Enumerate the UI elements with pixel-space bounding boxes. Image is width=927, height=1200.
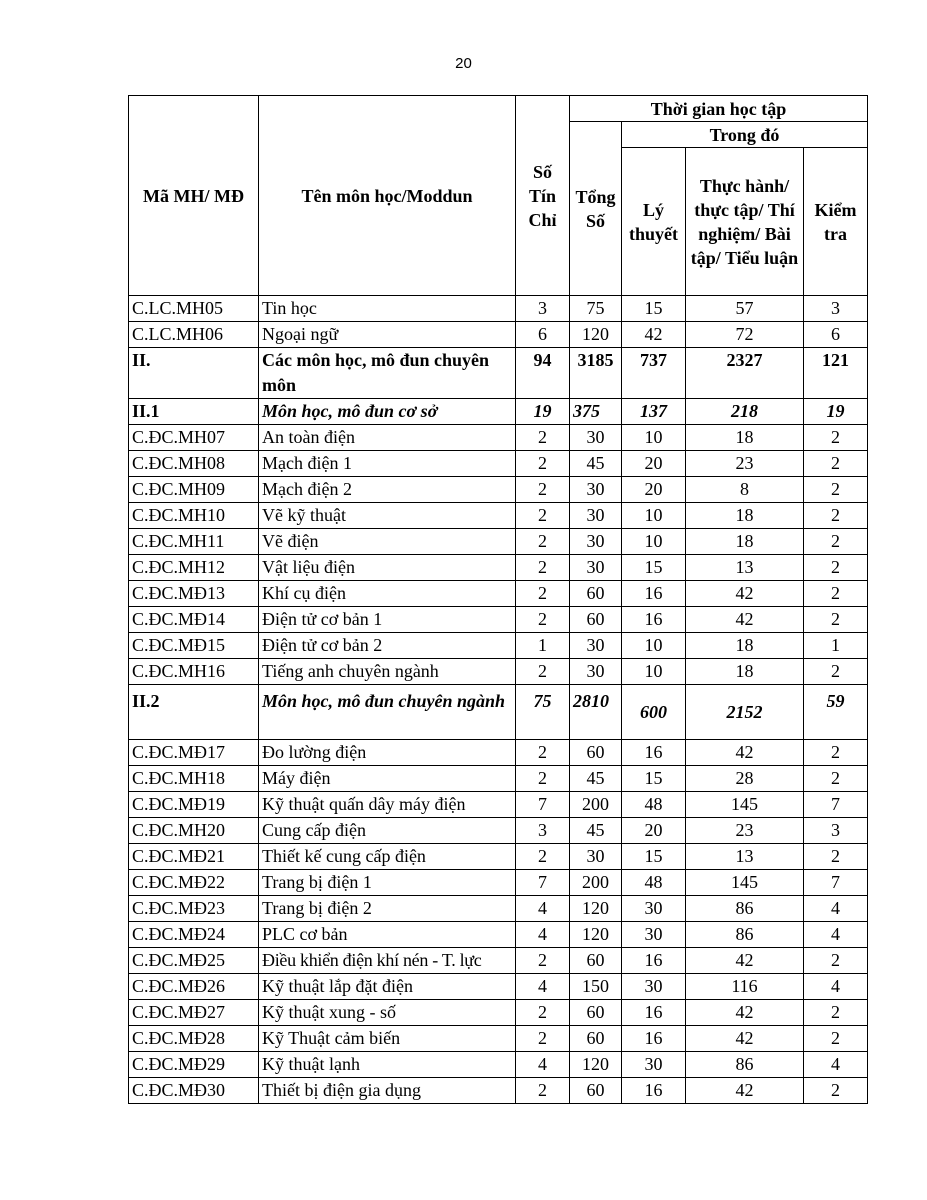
cell-exam: 2 <box>804 766 868 792</box>
cell-total: 60 <box>570 607 622 633</box>
cell-credits: 19 <box>516 399 570 425</box>
cell-code: C.ĐC.MĐ21 <box>129 844 259 870</box>
cell-theory: 16 <box>622 740 686 766</box>
cell-theory: 15 <box>622 296 686 322</box>
table-row <box>129 740 868 766</box>
table-row <box>129 529 868 555</box>
table-row <box>129 766 868 792</box>
table-row <box>129 792 868 818</box>
cell-code: II.1 <box>129 399 259 425</box>
cell-practice: 18 <box>686 633 804 659</box>
cell-total: 200 <box>570 792 622 818</box>
table-row <box>129 503 868 529</box>
cell-name: Thiết kế cung cấp điện <box>259 844 516 870</box>
table-row <box>129 844 868 870</box>
header-of-which: Trong đó <box>622 122 868 148</box>
cell-code: C.ĐC.MĐ24 <box>129 922 259 948</box>
cell-name: Kỹ thuật lắp đặt điện <box>259 974 516 1000</box>
cell-total: 45 <box>570 818 622 844</box>
cell-exam: 2 <box>804 451 868 477</box>
cell-total: 2810 <box>570 685 622 740</box>
cell-total: 30 <box>570 659 622 685</box>
curriculum-table <box>128 95 868 1104</box>
cell-total: 3185 <box>570 348 622 399</box>
cell-exam: 2 <box>804 740 868 766</box>
cell-theory: 10 <box>622 503 686 529</box>
cell-total: 200 <box>570 870 622 896</box>
cell-code: C.ĐC.MĐ22 <box>129 870 259 896</box>
cell-total: 120 <box>570 922 622 948</box>
cell-name: Vẽ kỹ thuật <box>259 503 516 529</box>
cell-credits: 7 <box>516 870 570 896</box>
cell-practice: 57 <box>686 296 804 322</box>
cell-practice: 13 <box>686 844 804 870</box>
cell-theory: 16 <box>622 1078 686 1104</box>
cell-exam: 7 <box>804 870 868 896</box>
section-row <box>129 348 868 399</box>
cell-total: 45 <box>570 766 622 792</box>
cell-practice: 42 <box>686 1000 804 1026</box>
table-row <box>129 425 868 451</box>
cell-total: 30 <box>570 425 622 451</box>
cell-code: C.LC.MH05 <box>129 296 259 322</box>
cell-total: 375 <box>570 399 622 425</box>
cell-theory: 10 <box>622 633 686 659</box>
cell-practice: 18 <box>686 503 804 529</box>
cell-exam: 2 <box>804 1026 868 1052</box>
cell-practice: 86 <box>686 896 804 922</box>
cell-theory: 20 <box>622 477 686 503</box>
table-row <box>129 974 868 1000</box>
cell-total: 60 <box>570 1026 622 1052</box>
cell-credits: 4 <box>516 896 570 922</box>
cell-practice: 23 <box>686 818 804 844</box>
cell-code: C.ĐC.MĐ17 <box>129 740 259 766</box>
header-theory: Lý thuyết <box>622 148 686 296</box>
cell-practice: 42 <box>686 607 804 633</box>
cell-practice: 2152 <box>686 685 804 740</box>
cell-credits: 2 <box>516 659 570 685</box>
cell-name: Tin học <box>259 296 516 322</box>
cell-name: Kỹ thuật lạnh <box>259 1052 516 1078</box>
cell-practice: 18 <box>686 529 804 555</box>
table-row <box>129 922 868 948</box>
cell-theory: 16 <box>622 581 686 607</box>
cell-code: C.ĐC.MH10 <box>129 503 259 529</box>
cell-exam: 2 <box>804 1000 868 1026</box>
cell-practice: 13 <box>686 555 804 581</box>
cell-theory: 42 <box>622 322 686 348</box>
cell-practice: 42 <box>686 1026 804 1052</box>
cell-exam: 2 <box>804 529 868 555</box>
subsection-row <box>129 399 868 425</box>
cell-credits: 2 <box>516 477 570 503</box>
cell-theory: 16 <box>622 948 686 974</box>
cell-name: Khí cụ điện <box>259 581 516 607</box>
cell-credits: 2 <box>516 581 570 607</box>
cell-credits: 4 <box>516 974 570 1000</box>
table-row <box>129 322 868 348</box>
cell-credits: 2 <box>516 555 570 581</box>
cell-name: Vẽ điện <box>259 529 516 555</box>
cell-credits: 2 <box>516 451 570 477</box>
cell-name: Môn học, mô đun chuyên ngành <box>259 685 516 740</box>
table-row <box>129 1026 868 1052</box>
cell-total: 60 <box>570 948 622 974</box>
cell-code: C.ĐC.MH09 <box>129 477 259 503</box>
cell-credits: 3 <box>516 818 570 844</box>
cell-exam: 3 <box>804 296 868 322</box>
cell-theory: 30 <box>622 922 686 948</box>
cell-theory: 48 <box>622 792 686 818</box>
cell-name: An toàn điện <box>259 425 516 451</box>
cell-exam: 1 <box>804 633 868 659</box>
cell-name: Vật liệu điện <box>259 555 516 581</box>
cell-practice: 145 <box>686 870 804 896</box>
cell-practice: 18 <box>686 659 804 685</box>
cell-name: Tiếng anh chuyên ngành <box>259 659 516 685</box>
cell-exam: 3 <box>804 818 868 844</box>
cell-exam: 2 <box>804 425 868 451</box>
cell-exam: 7 <box>804 792 868 818</box>
cell-exam: 4 <box>804 1052 868 1078</box>
cell-theory: 15 <box>622 766 686 792</box>
cell-code: C.ĐC.MĐ25 <box>129 948 259 974</box>
cell-code: C.ĐC.MH18 <box>129 766 259 792</box>
cell-credits: 2 <box>516 607 570 633</box>
table-row <box>129 948 868 974</box>
cell-total: 120 <box>570 1052 622 1078</box>
table-row <box>129 633 868 659</box>
cell-code: C.ĐC.MH11 <box>129 529 259 555</box>
cell-total: 120 <box>570 896 622 922</box>
table-row <box>129 1052 868 1078</box>
cell-name: PLC cơ bản <box>259 922 516 948</box>
cell-credits: 2 <box>516 948 570 974</box>
header-exam: Kiểm tra <box>804 148 868 296</box>
cell-exam: 19 <box>804 399 868 425</box>
table-row <box>129 870 868 896</box>
cell-theory: 30 <box>622 1052 686 1078</box>
table-row <box>129 451 868 477</box>
table-row <box>129 818 868 844</box>
cell-practice: 86 <box>686 1052 804 1078</box>
cell-credits: 2 <box>516 1026 570 1052</box>
page-number: 20 <box>455 55 472 72</box>
cell-total: 45 <box>570 451 622 477</box>
cell-credits: 94 <box>516 348 570 399</box>
cell-exam: 2 <box>804 948 868 974</box>
header-time-group: Thời gian học tập <box>570 96 868 122</box>
cell-name: Trang bị điện 2 <box>259 896 516 922</box>
cell-exam: 2 <box>804 1078 868 1104</box>
cell-credits: 2 <box>516 503 570 529</box>
cell-practice: 145 <box>686 792 804 818</box>
table-row <box>129 555 868 581</box>
cell-code: II.2 <box>129 685 259 740</box>
cell-name: Đo lường điện <box>259 740 516 766</box>
cell-total: 30 <box>570 529 622 555</box>
table-header <box>129 96 868 296</box>
header-code: Mã MH/ MĐ <box>129 96 259 296</box>
cell-name: Điện tử cơ bản 1 <box>259 607 516 633</box>
cell-code: C.ĐC.MH16 <box>129 659 259 685</box>
cell-theory: 20 <box>622 451 686 477</box>
cell-code: C.ĐC.MĐ15 <box>129 633 259 659</box>
cell-exam: 4 <box>804 896 868 922</box>
cell-exam: 2 <box>804 555 868 581</box>
cell-practice: 42 <box>686 581 804 607</box>
cell-theory: 600 <box>622 685 686 740</box>
cell-credits: 6 <box>516 322 570 348</box>
cell-total: 60 <box>570 740 622 766</box>
cell-exam: 121 <box>804 348 868 399</box>
table-row <box>129 581 868 607</box>
table-row <box>129 607 868 633</box>
cell-theory: 16 <box>622 607 686 633</box>
table-row <box>129 296 868 322</box>
cell-name: Kỹ Thuật cảm biến <box>259 1026 516 1052</box>
cell-code: C.ĐC.MĐ26 <box>129 974 259 1000</box>
table-row <box>129 477 868 503</box>
table-row <box>129 896 868 922</box>
cell-code: C.ĐC.MĐ28 <box>129 1026 259 1052</box>
table-row <box>129 1078 868 1104</box>
cell-code: C.ĐC.MH08 <box>129 451 259 477</box>
cell-total: 120 <box>570 322 622 348</box>
cell-name: Cung cấp điện <box>259 818 516 844</box>
cell-code: II. <box>129 348 259 399</box>
cell-theory: 737 <box>622 348 686 399</box>
cell-exam: 2 <box>804 581 868 607</box>
cell-code: C.LC.MH06 <box>129 322 259 348</box>
cell-practice: 218 <box>686 399 804 425</box>
cell-practice: 23 <box>686 451 804 477</box>
cell-theory: 15 <box>622 844 686 870</box>
cell-name: Kỹ thuật quấn dây máy điện <box>259 792 516 818</box>
cell-theory: 30 <box>622 896 686 922</box>
cell-practice: 28 <box>686 766 804 792</box>
cell-total: 30 <box>570 633 622 659</box>
cell-exam: 2 <box>804 607 868 633</box>
cell-practice: 42 <box>686 1078 804 1104</box>
cell-credits: 7 <box>516 792 570 818</box>
cell-practice: 116 <box>686 974 804 1000</box>
header-practice: Thực hành/ thực tập/ Thí nghiệm/ Bài tập/ Tiểu luận <box>686 148 804 296</box>
cell-exam: 2 <box>804 477 868 503</box>
cell-credits: 4 <box>516 922 570 948</box>
cell-credits: 4 <box>516 1052 570 1078</box>
cell-total: 30 <box>570 844 622 870</box>
cell-theory: 137 <box>622 399 686 425</box>
cell-exam: 59 <box>804 685 868 740</box>
cell-name: Mạch điện 1 <box>259 451 516 477</box>
cell-credits: 2 <box>516 529 570 555</box>
cell-exam: 2 <box>804 659 868 685</box>
table-body <box>129 296 868 1104</box>
cell-name: Ngoại ngữ <box>259 322 516 348</box>
cell-name: Môn học, mô đun cơ sở <box>259 399 516 425</box>
cell-name: Máy điện <box>259 766 516 792</box>
cell-total: 60 <box>570 1078 622 1104</box>
cell-exam: 6 <box>804 322 868 348</box>
cell-code: C.ĐC.MĐ23 <box>129 896 259 922</box>
table-row <box>129 1000 868 1026</box>
cell-name: Các môn học, mô đun chuyên môn <box>259 348 516 399</box>
cell-exam: 2 <box>804 844 868 870</box>
cell-name: Kỹ thuật xung - số <box>259 1000 516 1026</box>
cell-credits: 2 <box>516 766 570 792</box>
cell-code: C.ĐC.MĐ30 <box>129 1078 259 1104</box>
cell-name: Điện tử cơ bản 2 <box>259 633 516 659</box>
cell-practice: 2327 <box>686 348 804 399</box>
cell-code: C.ĐC.MĐ29 <box>129 1052 259 1078</box>
cell-practice: 42 <box>686 740 804 766</box>
cell-credits: 2 <box>516 1078 570 1104</box>
cell-credits: 75 <box>516 685 570 740</box>
cell-credits: 3 <box>516 296 570 322</box>
cell-credits: 2 <box>516 1000 570 1026</box>
cell-credits: 1 <box>516 633 570 659</box>
cell-credits: 2 <box>516 740 570 766</box>
table-row <box>129 659 868 685</box>
cell-theory: 30 <box>622 974 686 1000</box>
subsection-row <box>129 685 868 740</box>
cell-practice: 18 <box>686 425 804 451</box>
cell-theory: 16 <box>622 1026 686 1052</box>
header-name: Tên môn học/Moddun <box>259 96 516 296</box>
cell-credits: 2 <box>516 844 570 870</box>
cell-practice: 86 <box>686 922 804 948</box>
cell-practice: 72 <box>686 322 804 348</box>
cell-code: C.ĐC.MH07 <box>129 425 259 451</box>
cell-total: 30 <box>570 503 622 529</box>
cell-code: C.ĐC.MĐ19 <box>129 792 259 818</box>
cell-theory: 16 <box>622 1000 686 1026</box>
cell-code: C.ĐC.MĐ13 <box>129 581 259 607</box>
cell-code: C.ĐC.MH20 <box>129 818 259 844</box>
cell-name: Mạch điện 2 <box>259 477 516 503</box>
header-total: Tổng Số <box>570 122 622 296</box>
cell-practice: 8 <box>686 477 804 503</box>
cell-code: C.ĐC.MH12 <box>129 555 259 581</box>
cell-total: 60 <box>570 1000 622 1026</box>
cell-theory: 48 <box>622 870 686 896</box>
cell-exam: 2 <box>804 503 868 529</box>
cell-name: Thiết bị điện gia dụng <box>259 1078 516 1104</box>
cell-name: Điều khiển điện khí nén - T. lực <box>259 948 516 974</box>
cell-practice: 42 <box>686 948 804 974</box>
cell-theory: 15 <box>622 555 686 581</box>
cell-code: C.ĐC.MĐ27 <box>129 1000 259 1026</box>
cell-theory: 20 <box>622 818 686 844</box>
header-credits: Số Tín Chỉ <box>516 96 570 296</box>
cell-total: 75 <box>570 296 622 322</box>
cell-code: C.ĐC.MĐ14 <box>129 607 259 633</box>
cell-exam: 4 <box>804 974 868 1000</box>
cell-name: Trang bị điện 1 <box>259 870 516 896</box>
cell-theory: 10 <box>622 529 686 555</box>
cell-total: 30 <box>570 477 622 503</box>
cell-credits: 2 <box>516 425 570 451</box>
cell-theory: 10 <box>622 659 686 685</box>
cell-exam: 4 <box>804 922 868 948</box>
cell-total: 150 <box>570 974 622 1000</box>
cell-theory: 10 <box>622 425 686 451</box>
cell-total: 30 <box>570 555 622 581</box>
cell-total: 60 <box>570 581 622 607</box>
